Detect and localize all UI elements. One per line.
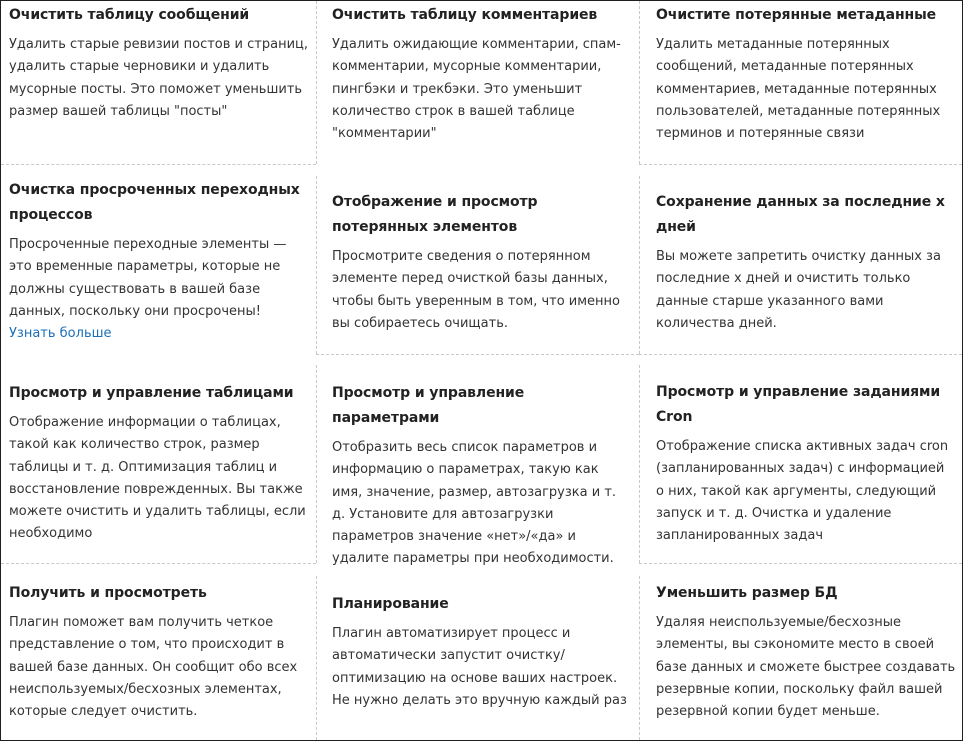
- feature-card-clean-comments-table: [332, 3, 628, 145]
- row-divider: [1, 563, 316, 564]
- row-divider: [639, 563, 962, 564]
- feature-card-reduce-db-size: [656, 581, 956, 723]
- feature-card-keep-last-days: [656, 190, 956, 335]
- feature-title: Сохранение данных за последние x дней: [656, 194, 945, 235]
- feature-title: Очистить таблицу сообщений: [9, 7, 250, 23]
- feature-card-view-orphan-items: [332, 190, 628, 335]
- feature-title: Очистите потерянные метаданные: [656, 7, 937, 23]
- feature-description: Просроченные переходные элементы — это временные параметры, которые не должны существовать в вашей базе данных, поскольку они просрочены!: [9, 237, 287, 319]
- feature-title: Отображение и просмотр потерянных элементов: [332, 194, 538, 235]
- feature-description: Просмотрите сведения о потерянном элементе перед очисткой базы данных, чтобы быть уверенным в том, что именно вы собираетесь очищать.: [332, 249, 621, 331]
- feature-description: Удалить ожидающие комментарии, спам-комментарии, мусорные комментарии, пингбэки и трекбэки. Это уменьшит количество строк в вашей таблице "комментарии": [332, 37, 621, 142]
- feature-card-clean-orphan-metadata: [656, 3, 956, 145]
- feature-description: Удалить метаданные потерянных сообщений, метаданные потерянных комментариев, метаданные потерянных пользователей, метаданные потерянных терминов и потерянные связи: [656, 37, 941, 142]
- column-divider: [639, 1, 640, 164]
- feature-title: Получить и просмотреть: [9, 585, 207, 601]
- feature-description: Плагин автоматизирует процесс и автоматически запустит очистку/оптимизацию на основе ваших настроек. Не нужно делать это вручную каждый раз: [332, 626, 627, 708]
- row-divider: [316, 354, 639, 355]
- learn-more-link[interactable]: Узнать больше: [9, 326, 112, 342]
- feature-card-clean-posts-table: [9, 3, 309, 123]
- column-divider: [316, 176, 317, 354]
- feature-card-expired-transients: [9, 178, 309, 345]
- feature-description: Отображение информации о таблицах, такой как количество строк, размер таблицы и т. д. Оптимизация таблиц и восстановление поврежденных. Вы также можете очистить и удалить таблицы, если необходимо: [9, 415, 306, 542]
- feature-description: Вы можете запретить очистку данных за последние x дней и очистить только данные старше указанного вами количества дней.: [656, 249, 941, 331]
- feature-card-manage-cron: [656, 380, 956, 547]
- column-divider: [639, 176, 640, 354]
- column-divider: [316, 1, 317, 164]
- feature-title: Уменьшить размер БД: [656, 585, 838, 601]
- feature-card-scheduling: [332, 592, 628, 712]
- feature-card-manage-tables: [9, 381, 309, 546]
- column-divider: [316, 365, 317, 563]
- feature-title: Очистка просроченных переходных процессов: [9, 182, 300, 223]
- feature-description: Удаляя неиспользуемые/бесхозные элементы, вы сэкономите место в своей базе данных и сможете быстрее создавать резервные копии, поскольку файл вашей резервной копии будет меньше.: [656, 615, 956, 720]
- feature-description: Плагин поможет вам получить четкое представление о том, что происходит в вашей базе данных. Он сообщит обо всех неиспользуемых/бесхозных элементах, которые следует очистить.: [9, 615, 298, 720]
- row-divider: [639, 164, 962, 165]
- feature-description: Отобразить весь список параметров и информацию о параметрах, такую как имя, значение, размер, автозагрузка и т. д. Установите для автозагрузки параметров значение «нет»/«да» и удалите параметры при необходимости.: [332, 440, 617, 567]
- feature-card-manage-options: [332, 381, 628, 571]
- feature-title: Просмотр и управление таблицами: [9, 385, 294, 401]
- row-divider: [1, 164, 316, 165]
- feature-title: Просмотр и управление параметрами: [332, 385, 525, 426]
- column-divider: [639, 365, 640, 563]
- feature-card-get-overview: [9, 581, 309, 723]
- feature-title: Просмотр и управление заданиями Cron: [656, 384, 941, 425]
- feature-title: Очистить таблицу комментариев: [332, 7, 598, 23]
- column-divider: [639, 576, 640, 740]
- column-divider: [316, 576, 317, 740]
- row-divider: [639, 354, 962, 355]
- feature-description: Удалить старые ревизии постов и страниц, удалить старые черновики и удалить мусорные посты. Это поможет уменьшить размер вашей таблицы "посты": [9, 37, 309, 119]
- feature-title: Планирование: [332, 596, 449, 612]
- feature-description: Отображение списка активных задач cron (запланированных задач) с информацией о них, такой как аргументы, следующий запуск и т. д. Очистка и удаление запланированных задач: [656, 439, 949, 544]
